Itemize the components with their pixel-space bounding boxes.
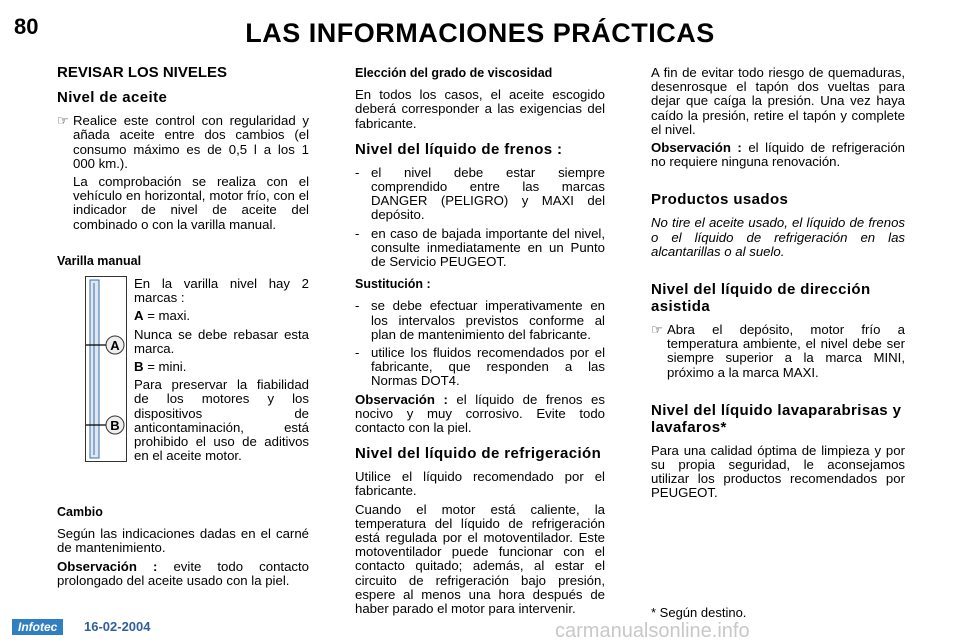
viscosity-heading: Elección del grado de viscosidad — [355, 66, 553, 80]
viscosity-text: En todos los casos, el aceite escogido deberá corresponder a las exigencias del fabricante. — [355, 87, 605, 131]
dipstick-icon — [86, 277, 126, 461]
mark-b-letter: B — [134, 359, 144, 375]
power-steering-heading: Nivel del líquido de dirección asistida — [651, 281, 871, 316]
mark-a-line: A = maxi. — [134, 308, 191, 324]
products-heading: Productos usados — [651, 191, 789, 209]
section-heading: REVISAR LOS NIVELES — [57, 64, 228, 81]
dipstick-heading: Varilla manual — [57, 253, 142, 268]
watermark: carmanualsonline.info — [555, 620, 750, 642]
mark-b-label: B — [110, 418, 120, 433]
page-number: 80 — [14, 14, 39, 39]
washer-text: Para una calidad óptima de limpieza y por su propia seguridad, le aconsejamos utilizar los productos recomendados por PEUGEOT. — [651, 442, 905, 501]
replacement-item-1: - se debe efectuar imperativamente en los intervalos previstos conforme al plan de mantenimiento del fabricante. — [355, 298, 605, 342]
coolant-heading: Nivel del líquido de refrigeración — [355, 445, 602, 463]
additives-note: Para preservar la fiabilidad de los motores y los dispositivos de anticontaminación, está prohibido el uso de aditivos en el aceite motor. — [134, 377, 309, 464]
oil-change-heading: Cambio — [57, 505, 103, 519]
oil-check-text-2: La comprobación se realiza con el vehículo en horizontal, motor frío, con el indicador de nivel de aceite del combinado o con la varilla manual. — [73, 174, 309, 232]
washer-heading: Nivel del líquido lavaparabrisas y lavafaros* — [651, 401, 902, 436]
dipstick-intro: En la varilla nivel hay 2 marcas : — [134, 276, 309, 306]
brake-item-2: - en caso de bajada importante del nivel, consulte inmediatamente en un Punto de Servicio PEUGEOT. — [355, 225, 605, 270]
mark-a-label: A — [110, 338, 120, 353]
oil-check-text: Realice este control con regularidad y añada aceite entre dos cambios (el consumo máximo es de 0,5 l a los 1 000 km.). — [73, 113, 309, 171]
brake-observation: Observación : el líquido de frenos es nocivo y muy corrosivo. Evite todo contacto con la piel. — [355, 391, 605, 436]
dipstick-text — [134, 277, 309, 467]
coolant-text-1: Utilice el líquido recomendado por el fabricante. — [355, 469, 605, 499]
oil-change-observation: Observación : evite todo contacto prolongado del aceite usado con la piel. — [57, 558, 309, 588]
power-steering-bullet — [651, 323, 905, 380]
column-middle — [355, 66, 605, 620]
footnote: * Según destino. — [651, 605, 747, 620]
footer-date: 16-02-2004 — [84, 619, 151, 634]
mark-b-line: B = mini. — [134, 359, 187, 375]
mark-a-note: Nunca se debe rebasar esta marca. — [134, 326, 309, 356]
brake-fluid-heading: Nivel del líquido de frenos : — [355, 140, 563, 158]
replacement-item-2: - utilice los fluidos recomendados por el fabricante, que responden a las Normas DOT4. — [355, 345, 605, 389]
infotec-logo: Infotec — [12, 619, 63, 635]
mark-a-letter: A — [134, 308, 144, 324]
oil-check-bullet — [57, 114, 309, 232]
brake-item-1: - el nivel debe estar siempre comprendido entre las marcas DANGER (PELIGRO) y MAXI del depósito. — [355, 164, 605, 223]
oil-change-section — [57, 505, 309, 592]
pointing-hand-icon: ☞ — [651, 322, 663, 338]
coolant-cap-text: A fin de evitar todo riesgo de quemaduras, desenrosque el tapón dos vueltas para dejar que caíga la presión. Una vez haya caído la presión, retire el tapón y complete el nivel. — [651, 65, 905, 137]
page-title: LAS INFORMACIONES PRÁCTICAS — [245, 18, 715, 48]
coolant-observation: Observación : el líquido de refrigeración no requiere ninguna renovación. — [651, 140, 905, 170]
pointing-hand-icon: ☞ — [57, 113, 69, 129]
column-left — [57, 66, 309, 276]
replacement-heading: Sustitución : — [355, 277, 431, 292]
power-steering-text: Abra el depósito, motor frío a temperatura ambiente, el nivel debe ser siempre superior a la marca MINI, próximo a la marca MAXI. — [667, 322, 905, 380]
dipstick-illustration — [85, 276, 127, 462]
oil-change-text: Según las indicaciones dadas en el carné de mantenimiento. — [57, 526, 309, 556]
coolant-text-2: Cuando el motor está caliente, la temperatura del líquido de refrigeración está regulada por el motoventilador. Este motoventilador puede funcionar con el contacto quitado; además, al estar el circuito de refrigeración bajo presión, espere al menos una hora después de haber parado el motor para intervenir. — [355, 501, 605, 617]
products-text: No tire el aceite usado, el líquido de frenos o el líquido de refrigeración en las alcantarillas o al suelo. — [651, 215, 905, 259]
oil-level-heading: Nivel de aceite — [57, 89, 168, 107]
column-right — [651, 66, 905, 505]
